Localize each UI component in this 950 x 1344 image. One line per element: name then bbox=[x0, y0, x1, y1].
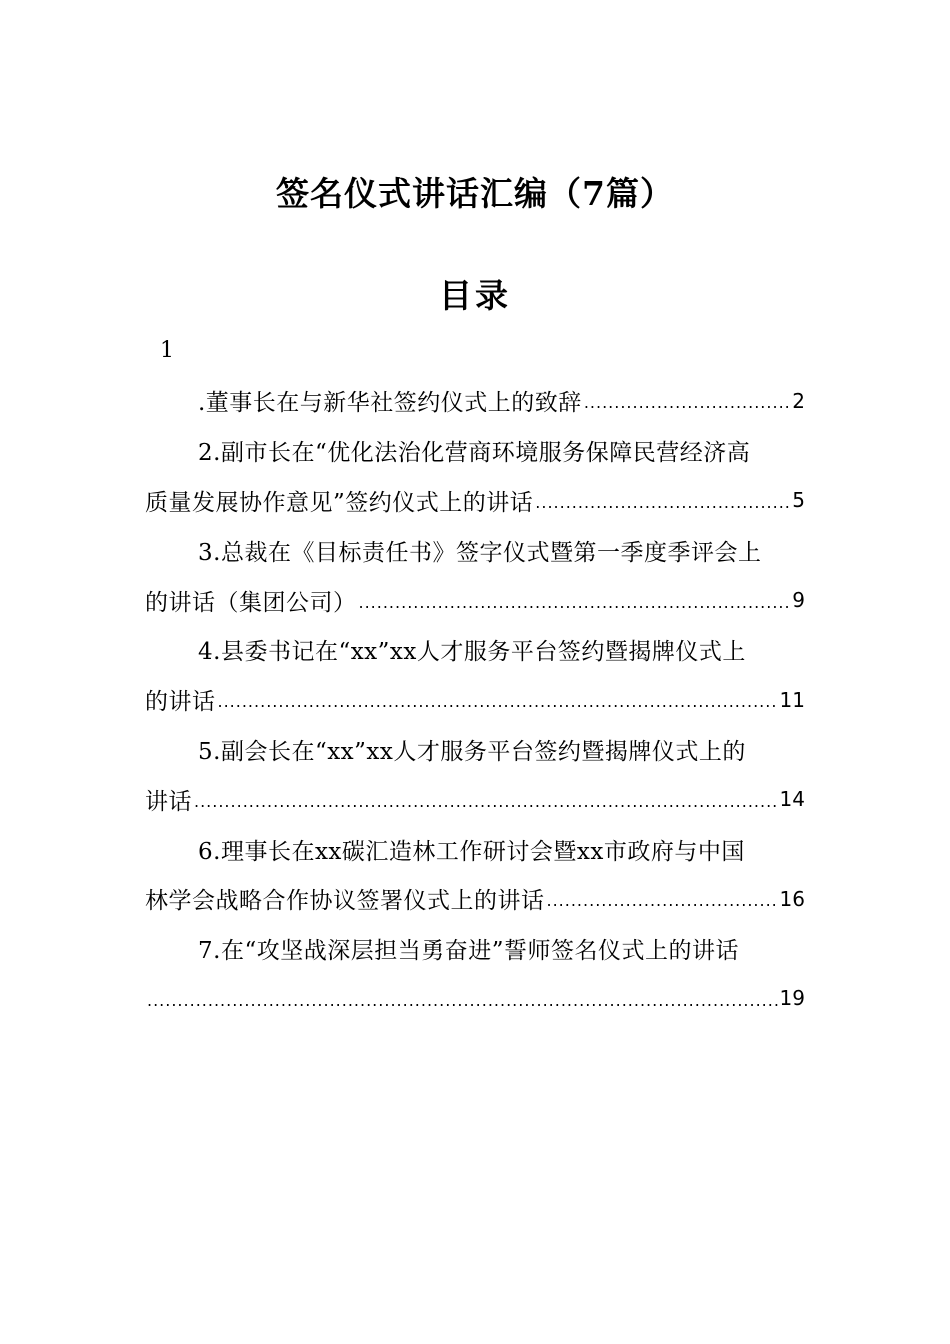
document-title: 签名仪式讲话汇编（7篇） bbox=[276, 174, 674, 213]
toc-entry-6-line-1[interactable] bbox=[145, 824, 805, 874]
toc-entry-2-line-1[interactable] bbox=[145, 426, 805, 476]
toc-leader-dots bbox=[147, 991, 778, 1010]
toc-entry-2-line-2[interactable] bbox=[145, 476, 805, 526]
toc-leader-dots bbox=[359, 593, 791, 612]
toc-entry-1-page: 2 bbox=[792, 388, 805, 413]
toc-entry-5-line-2[interactable] bbox=[145, 774, 805, 824]
toc-entry-5-text-1: 5.副会长在“xx”xx人才服务平台签约暨揭牌仪式上的 bbox=[198, 738, 746, 765]
toc-leader-dots bbox=[194, 792, 778, 811]
toc-entry-6-text-1: 6.理事长在xx碳汇造林工作研讨会暨xx市政府与中国 bbox=[198, 838, 745, 865]
toc-entry-5-line-1[interactable] bbox=[145, 725, 805, 775]
toc-entry-2-page: 5 bbox=[792, 488, 805, 513]
toc-leader-dots bbox=[535, 493, 790, 512]
toc-entry-7-page: 19 bbox=[779, 986, 805, 1011]
toc-leader-dots bbox=[218, 692, 778, 711]
toc-entry-3-line-2[interactable] bbox=[145, 575, 805, 625]
toc-leader-dots bbox=[584, 393, 790, 412]
toc-entry-3-line-1[interactable] bbox=[145, 525, 805, 575]
toc-entry-3-text-2: 的讲话（集团公司） bbox=[145, 589, 357, 616]
toc-entry-7-line-1[interactable] bbox=[145, 924, 805, 974]
toc-entry-5-page: 14 bbox=[779, 787, 805, 812]
toc-entry-4-page: 11 bbox=[779, 687, 805, 712]
toc-entry-4-line-2[interactable] bbox=[145, 675, 805, 725]
toc-entry-1-text: .董事长在与新华社签约仪式上的致辞 bbox=[198, 390, 582, 417]
toc-entry-3-text-1: 3.总裁在《目标责任书》签字仪式暨第一季度季评会上 bbox=[198, 539, 762, 566]
stray-number: 1 bbox=[160, 338, 174, 363]
toc-entry-6-page: 16 bbox=[779, 886, 805, 911]
toc-entry-6-text-2: 林学会战略合作协议签署仪式上的讲话 bbox=[145, 888, 545, 915]
table-of-contents bbox=[145, 376, 805, 1023]
toc-entry-6-line-2[interactable] bbox=[145, 874, 805, 924]
toc-entry-4-text-2: 的讲话 bbox=[145, 689, 216, 716]
toc-entry-5-text-2: 讲话 bbox=[145, 788, 192, 815]
toc-entry-2-text-2: 质量发展协作意见”签约仪式上的讲话 bbox=[145, 489, 534, 516]
toc-leader-dots bbox=[547, 891, 778, 910]
toc-entry-7-text-1: 7.在“攻坚战深层担当勇奋进”誓师签名仪式上的讲话 bbox=[198, 938, 739, 965]
toc-entry-4-text-1: 4.县委书记在“xx”xx人才服务平台签约暨揭牌仪式上 bbox=[198, 639, 746, 666]
toc-entry-3-page: 9 bbox=[792, 588, 805, 613]
toc-entry-2-text-1: 2.副市长在“优化法治化营商环境服务保障民营经济高 bbox=[198, 440, 751, 467]
toc-entry-4-line-1[interactable] bbox=[145, 625, 805, 675]
toc-entry-1[interactable] bbox=[145, 376, 805, 426]
toc-entry-7-line-2[interactable] bbox=[145, 974, 805, 1024]
toc-heading: 目录 bbox=[439, 276, 511, 315]
